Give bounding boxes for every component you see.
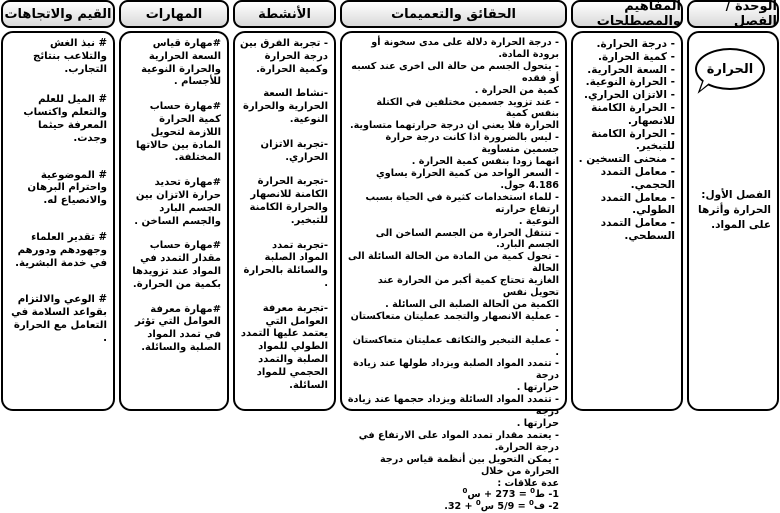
fact-line: الغازية تحتاج كمية أكبر من الحرارة عند تحويل نفس: [377, 275, 559, 299]
chapter-line: على المواد.: [711, 219, 771, 231]
formula-degree: 0: [462, 487, 468, 496]
activities-column: [233, 31, 336, 411]
fact-line: - درجة الحرارة دلالة على مدى سخونة أو برودة المادة.: [371, 37, 559, 60]
fact-line: - يتحول الجسم من حالة الى اخرى عند كسبه أو فقده: [351, 60, 559, 84]
skill-item: #مهارة حساب مقدار التمدد في المواد عند تزويدها بكمية من الحرارة.: [132, 240, 221, 290]
concept-item: - درجة الحرارة.: [596, 38, 675, 50]
header-values: القيم والاتجاهات: [1, 0, 115, 28]
activity-item: -نشاط السعة الحرارية والحرارة النوعية.: [242, 88, 328, 125]
concept-item: - الحرارة الكامنة للانصهار.: [591, 101, 675, 127]
concept-item: - منحنى التسخين .: [578, 153, 675, 166]
concept-item: - الاتزان الحراري.: [583, 89, 675, 102]
formula-degree: 0: [528, 499, 534, 508]
formula-degree: 0: [475, 499, 481, 508]
fact-line: انهما زودا بنفس كمية الحرارة .: [411, 156, 559, 168]
skills-column: [119, 31, 229, 411]
unit-speech-bubble: الحرارة: [695, 48, 765, 90]
fact-line: - عملية الانصهار والتجمد عمليتان متعاكستان .: [350, 310, 559, 334]
chapter-line: الفصل الأول:: [701, 189, 771, 201]
fact-line: - للماء استخدامات كثيرة في الحياة بسبب ارتفاع حرارته: [365, 191, 559, 215]
header-activities: الأنشطة: [233, 0, 336, 28]
fact-line: - تحول كمية من المادة من الحالة السائلة الى الحالة: [348, 251, 559, 275]
skill-item: #مهارة معرفة العوامل التي تؤثر في تمدد المواد الصلبة والسائلة.: [135, 303, 221, 353]
fact-line: - تتمدد المواد الصلبة ويزداد طولها عند زيادة درجة: [353, 358, 559, 382]
skill-item: #مهارة تحديد حرارة الاتزان بين الجسم البارد والجسم الساخن .: [134, 177, 221, 227]
formula-degree: 0: [530, 487, 536, 496]
fact-line: - تتمدد المواد السائلة ويزداد حجمها عند زيادة درجة: [347, 394, 559, 418]
fact-line: - السعر الواحد من كمية الحرارة يساوي 4.186 جول.: [376, 167, 559, 191]
fact-line: - يمكن التحويل بين أنظمة قياس درجة الحرارة من خلال: [379, 453, 559, 477]
fact-line: - يعتمد مقدار تمدد المواد على الارتفاع في درجة الحرارة.: [358, 429, 559, 453]
value-item: # تقدير العلماء وجهودهم ودورهم في خدمة البشرية.: [15, 231, 107, 269]
concept-item: - معامل التمدد السطحي.: [600, 217, 675, 242]
concept-item: - السعة الحرارية.: [587, 63, 675, 76]
fact-line: حرارتها .: [516, 382, 559, 394]
value-item: # نبذ الغش والتلاعب بنتائج التجارب.: [33, 38, 107, 75]
concept-item: - معامل التمدد الطولي.: [600, 191, 675, 217]
fact-line: - تنتقل الحرارة من الجسم الساخن الى الجسم البارد.: [375, 227, 559, 251]
activity-item: -تجربة الاتزان الحراري.: [260, 138, 328, 163]
activity-item: -تجربة تمدد المواد الصلبة والسائلة بالحرارة .: [243, 239, 328, 289]
header-concepts: المفاهيم والمصطلحات: [571, 0, 683, 28]
fact-line: كمية من الحرارة .: [474, 84, 559, 96]
concept-item: - الحرارة الكامنة للتبخير.: [591, 127, 675, 153]
fact-line: الحرارة فلا يعني ان درجة حرارتهما متساوية.: [349, 120, 559, 132]
values-column: [1, 31, 115, 411]
formula-part: 2- ف: [533, 501, 559, 513]
skill-item: #مهارة حساب كمية الحرارة اللازمة لتحويل المادة بين حالاتها المختلفة.: [136, 101, 221, 164]
activity-item: -تجربة الحرارة الكامنة للانصهار والحرارة الكامنة للتبخير.: [249, 176, 328, 226]
formula-fahrenheit: [347, 501, 559, 513]
activity-item: -تجربة معرفة العوامل التي يعتمد عليها التمدد الطولي للمواد الصلبة والتمدد الحجمي للمواد السائلة.: [240, 302, 328, 391]
header-facts: الحقائق والتعميمات: [340, 0, 567, 28]
concepts-column: [571, 31, 683, 411]
activity-item: - تجربة الفرق بين درجة الحرارة وكمية الحرارة.: [240, 38, 328, 75]
concept-item: - كمية الحرارة.: [598, 50, 675, 63]
formula-part: = 273 + س: [467, 489, 531, 501]
facts-column: [340, 31, 567, 513]
fact-line: - عملية التبخير والتكاثف عمليتان متعاكستان .: [352, 334, 559, 358]
fact-line: عدة علاقات :: [497, 477, 559, 489]
formula-kelvin: [347, 489, 559, 501]
formula-part: = 5/9 س: [480, 501, 529, 513]
value-item: # الوعي والالتزام بقواعد السلامة في التعامل مع الحرارة .: [11, 294, 107, 344]
formula-part: 1- ط: [535, 489, 559, 501]
value-item: # الموضوعية واحترام البرهان والانصياع له.: [27, 169, 107, 207]
header-skills: المهارات: [119, 0, 229, 28]
value-item: # الميل للعلم والتعلم واكتساب المعرفة حيثما وجدت.: [23, 94, 107, 144]
formula-part: + 32.: [444, 501, 476, 513]
chapter-line: الحرارة وأثرها: [698, 204, 771, 216]
fact-line: - عند تزويد جسمين مختلفين في الكتلة بنفس كمية: [376, 96, 559, 120]
header-unit: الوحدة / الفصل: [687, 0, 779, 28]
fact-line: الكمية من الحالة الصلبة الى السائلة .: [385, 298, 559, 310]
concept-item: - معامل التمدد الحجمي.: [600, 165, 675, 191]
concept-item: - الحرارة النوعية.: [585, 76, 675, 89]
fact-line: النوعية .: [518, 215, 559, 227]
skill-item: #مهارة قياس السعة الحرارية والحرارة النوعية للأجسام .: [141, 38, 221, 88]
fact-line: حرارتها .: [516, 418, 559, 429]
fact-line: - ليس بالضرورة اذا كانت درجة حرارة جسمين متساوية: [385, 132, 559, 156]
